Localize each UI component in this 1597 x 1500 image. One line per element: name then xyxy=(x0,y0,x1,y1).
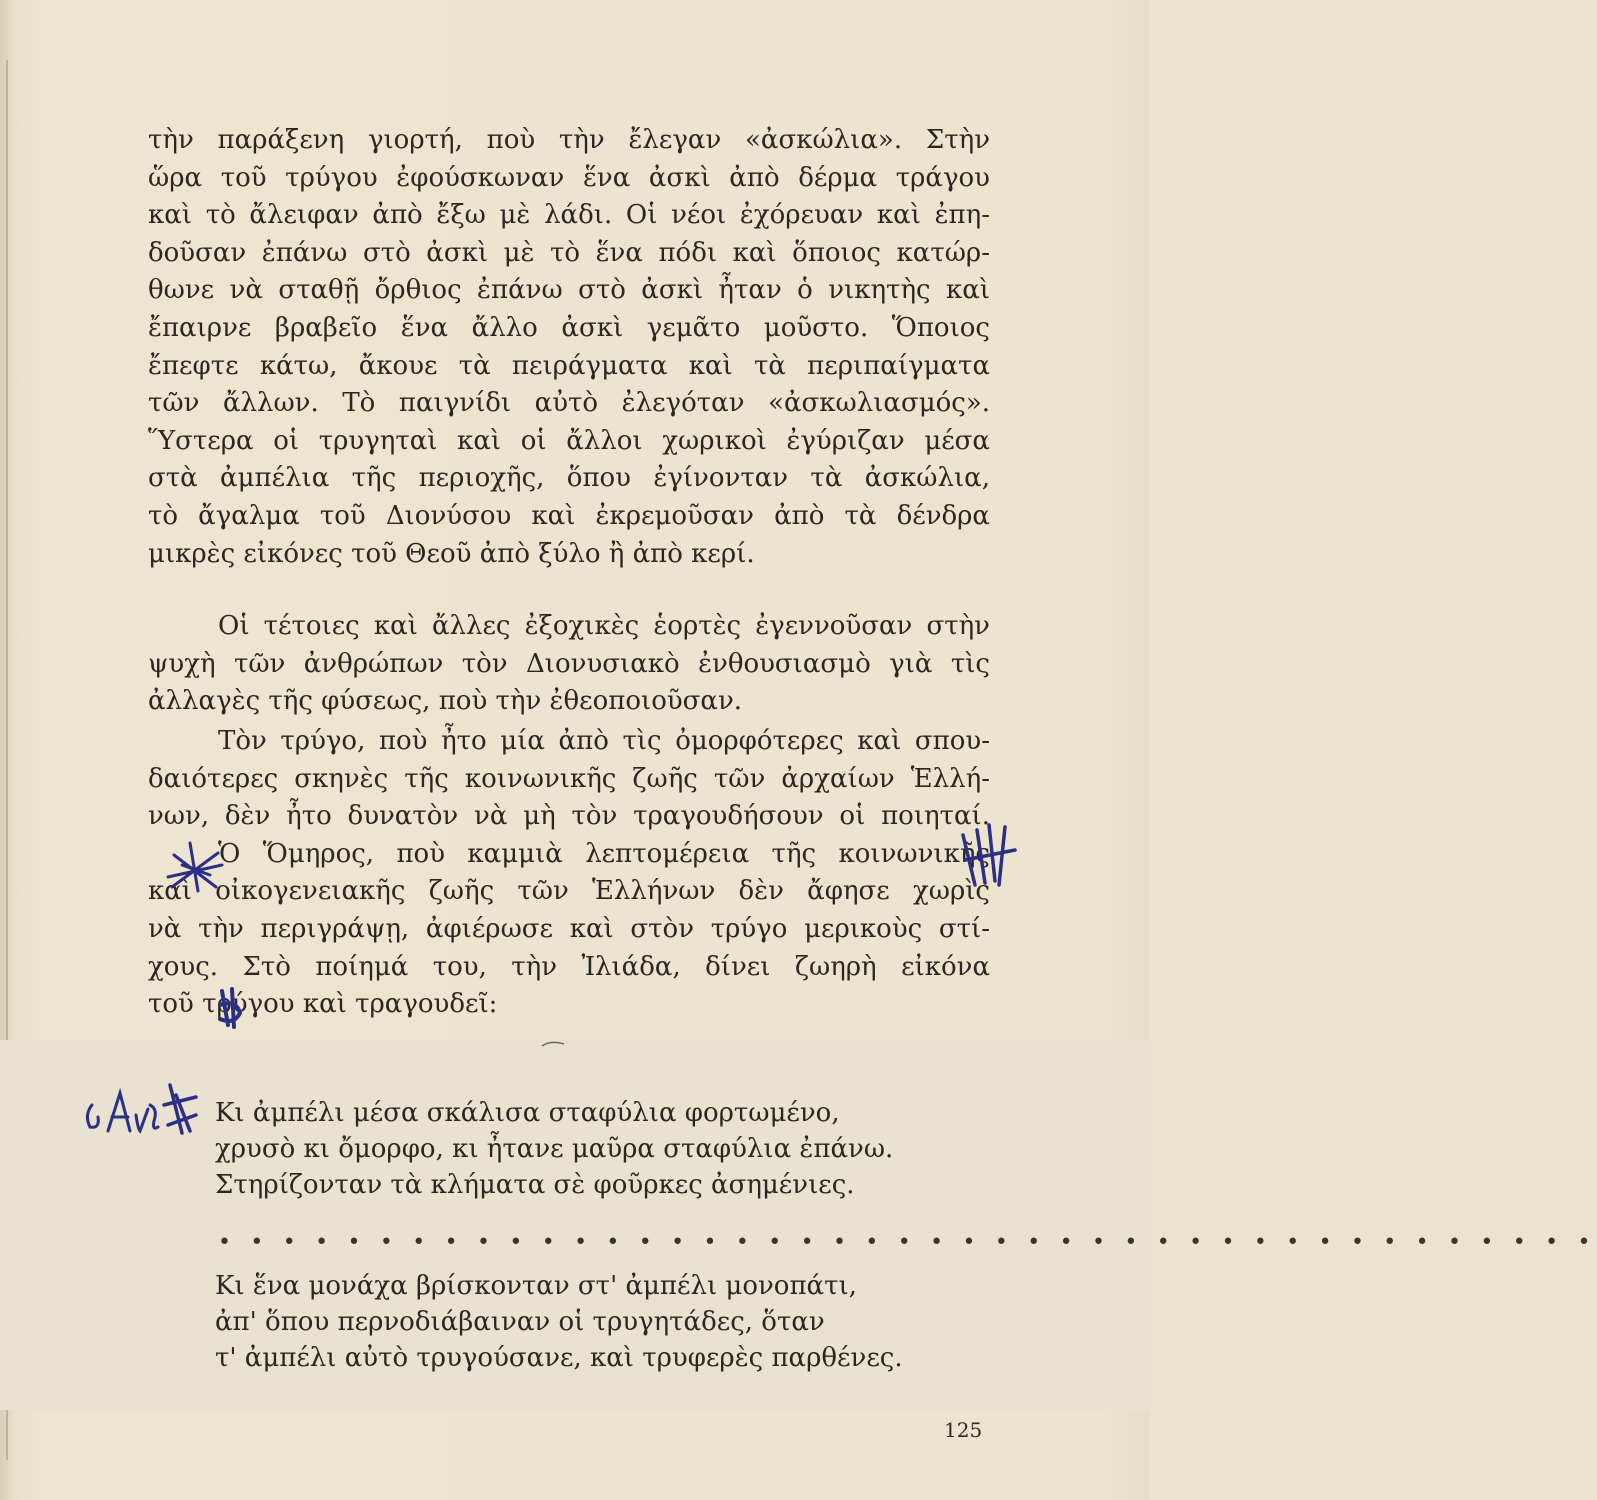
handwritten-margin-note-icon xyxy=(78,1075,208,1145)
text-line: Οἱ τέτοιες καὶ ἄλλες ἐξοχικὲς ἑορτὲς ἐγεννοῦσαν στὴν xyxy=(218,611,990,641)
text-line: Τὸν τρύγο, ποὺ ἦτο μία ἀπὸ τὶς ὀμορφότερες καὶ σπου- xyxy=(218,726,990,756)
text-line: ἔπαιρνε βραβεῖο ἕνα ἄλλο ἀσκὶ γεμᾶτο μοῦστο. Ὅποιος xyxy=(148,312,990,343)
text-line: θωνε νὰ σταθῇ ὄρθιος ἐπάνω στὸ ἀσκὶ ἦταν ὁ νικητὴς καὶ xyxy=(148,275,990,306)
poem-line: Κι ἕνα μονάχα βρίσκονταν στ' ἀμπέλι μονοπάτι, xyxy=(215,1271,857,1301)
poem-separator: • • • • • • • • • • • • • • • • • • • • • • • • • • • • • • • • • • • • • • • • • • • xyxy=(218,1230,1597,1255)
poem-line: Στηρίζονταν τὰ κλήματα σὲ φοῦρκες ἀσημένιες. xyxy=(215,1170,855,1200)
text-line: Ὕστερα οἱ τρυγηταὶ καὶ οἱ ἄλλοι χωρικοὶ ἐγύριζαν μέσα xyxy=(148,425,990,456)
text-line: νων, δὲν ἦτο δυνατὸν νὰ μὴ τὸν τραγουδήσουν οἱ ποιηταί. xyxy=(148,801,990,832)
poem-line: Κι ἀμπέλι μέσα σκάλισα σταφύλια φορτωμένο, xyxy=(215,1098,840,1128)
text-line: ἀλλαγὲς τῆς φύσεως, ποὺ τὴν ἐθεοποιοῦσαν. xyxy=(148,686,743,717)
text-line: τὸ ἄγαλμα τοῦ Διονύσου καὶ ἐκρεμοῦσαν ἀπὸ τὰ δένδρα xyxy=(148,500,990,531)
text-line: ὥρα τοῦ τρύγου ἐφούσκωναν ἕνα ἀσκὶ ἀπὸ δέρμα τράγου xyxy=(148,162,990,193)
poem-line: χρυσὸ κι ὄμορφο, κι ἦτανε μαῦρα σταφύλια ἐπάνω. xyxy=(215,1134,894,1164)
text-line: τὴν παράξενη γιορτή, ποὺ τὴν ἔλεγαν «ἀσκώλια». Στὴν xyxy=(148,125,990,155)
poem-line: ἀπ' ὅπου περνοδιάβαιναν οἱ τρυγητάδες, ὅταν xyxy=(215,1307,825,1337)
text-line: δοῦσαν ἐπάνω στὸ ἀσκὶ μὲ τὸ ἕνα πόδι καὶ ὅποιος κατώρ- xyxy=(148,237,990,268)
text-line: Ὁ Ὅμηρος, ποὺ καμμιὰ λεπτομέρεια τῆς κοινωνικῆς xyxy=(218,838,990,869)
text-line: νὰ τὴν περιγράψῃ, ἀφιέρωσε καὶ στὸν τρύγο μερικοὺς στί- xyxy=(148,913,990,944)
text-line: τῶν ἄλλων. Τὸ παιγνίδι αὐτὸ ἐλεγόταν «ἀσκωλιασμός». xyxy=(148,388,990,419)
handwritten-scribble-icon xyxy=(212,985,246,1031)
poem-stanza-1 xyxy=(215,1095,893,1203)
text-line: ἔπεφτε κάτω, ἄκουε τὰ πειράγματα καὶ τὰ περιπαίγματα xyxy=(148,350,990,381)
paragraph-3 xyxy=(148,723,990,1024)
text-line: δαιότερες σκηνὲς τῆς κοινωνικῆς ζωῆς τῶν ἀρχαίων Ἑλλή- xyxy=(148,763,990,794)
text-line: τοῦ τρύγου καὶ τραγουδεῖ: xyxy=(148,989,498,1020)
text-line: καὶ οἰκογενειακῆς ζωῆς τῶν Ἑλλήνων δὲν ἄφησε χωρὶς xyxy=(148,876,990,907)
text-line: καὶ τὸ ἄλειφαν ἀπὸ ἔξω μὲ λάδι. Οἱ νέοι ἐχόρευαν καὶ ἐπη- xyxy=(148,200,990,231)
text-line: στὰ ἀμπέλια τῆς περιοχῆς, ὅπου ἐγίνονταν τὰ ἀσκώλια, xyxy=(148,463,990,494)
poem-stanza-2 xyxy=(215,1268,903,1376)
text-line: ψυχὴ τῶν ἀνθρώπων τὸν Διονυσιακὸ ἐνθουσιασμὸ γιὰ τὶς xyxy=(148,648,990,679)
handwritten-star-icon xyxy=(160,835,230,895)
handwritten-mark-icon xyxy=(955,815,1025,895)
poem-line: τ' ἀμπέλι αὐτὸ τρυγούσανε, καὶ τρυφερὲς παρθένες. xyxy=(215,1343,903,1373)
pencil-mark-icon xyxy=(540,1036,566,1052)
page-number: 125 xyxy=(944,1418,983,1442)
paragraph-1 xyxy=(148,122,990,573)
text-line: χους. Στὸ ποίημά του, τὴν Ἰλιάδα, δίνει ζωηρὴ εἰκόνα xyxy=(148,951,990,982)
paragraph-2 xyxy=(148,608,990,721)
text-line: μικρὲς εἰκόνες τοῦ Θεοῦ ἀπὸ ξύλο ἢ ἀπὸ κερί. xyxy=(148,538,755,569)
